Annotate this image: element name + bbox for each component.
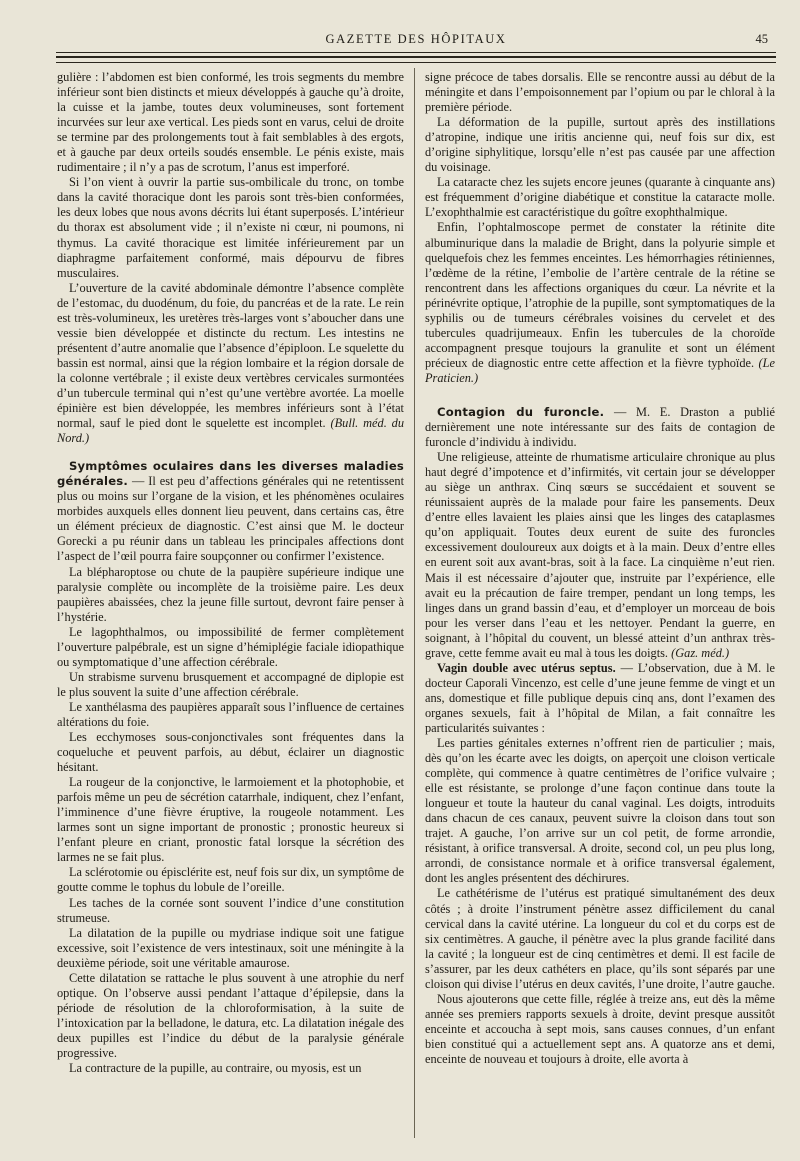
paragraph: Si l’on vient à ouvrir la partie sus-ombilicale du tronc, on tombe dans la cavité thoracique dont les parois sont très-bien conformées, les deux lobes que nous avons décrits lui étant superposés. L’intérieur du thorax est absolument vide ; il n’existe ni cœur, ni poumons, ni thymus. La cavité thoracique est limitée inférieurement par un diaphragme parfaitement conformé, mais dépourvu de fibres musculaires. (57, 175, 404, 280)
paragraph (425, 450, 775, 661)
source-citation: (Gaz. méd.) (671, 645, 730, 660)
page-number: 45 (755, 32, 768, 46)
header-rule-top (56, 52, 776, 53)
paragraph-text: — M. E. Draston a publié dernièrement une note intéressante sur des faits de contagion de furoncle d’individu à individu. (425, 404, 775, 450)
paragraph: La dilatation de la pupille ou mydriase indique soit une fatigue excessive, soit l’existence de vers intestinaux, soit une méningite à la deuxième période, soit une véritable amaurose. (57, 925, 404, 970)
paragraph-text: — L’observation, due à M. le docteur Caporali Vincenzo, est celle d’une jeune femme de vingt et un ans, domestique et fille publique depuis cinq ans, dont l’examen des organes sexuels, fait à l’hôpital de Milan, a fait connaître les particularités suivantes : (425, 660, 775, 735)
journal-title: GAZETTE DES HÔPITAUX (325, 32, 507, 46)
paragraph: Les parties génitales externes n’offrent rien de particulier ; mais, dès qu’on les écarte avec les doigts, on aperçoit une cloison verticale complète, qui commence à quatre centimètres de l’orifice vulvaire ; elle est résistante, se prolonge d’une façon continue dans toute la longueur et toute la hauteur du canal vaginal. Les doigts, introduits dans chacun de ces canaux, peuvent suivre la cloison dans tout son trajet. A gauche, l’on arrive sur un col petit, de forme arrondie, résistant, à orifice transversal. A droite, second col, un peu plus long, arrondi, de consistance normale et à orifice transversal également, dont les angles présentent des déchirures. (425, 736, 775, 886)
paragraph (425, 220, 775, 386)
paragraph: La cataracte chez les sujets encore jeunes (quarante à cinquante ans) est fréquemment d’origine diabétique et constitue la cataracte molle. L’exophthalmie est caractéristique du goître exophthalmique. (425, 175, 775, 220)
article-title: Vagin double avec utérus septus. (437, 660, 616, 675)
paragraph: La contracture de la pupille, au contraire, ou myosis, est un (69, 1061, 362, 1076)
paragraph-text: L’ouverture de la cavité abdominale démontre l’absence complète de l’estomac, du duodénum, du foie, du pancréas et de la rate. Le rein est très-volumineux, les uretères très-larges vont s’aboucher dans une vessie bien développée et distincte du rectum. Les intestins ne présentent d’autre anomalie que l’absence d’épiploon. Le squelette du bassin est normal, ainsi que la région lombaire et la région dorsale de la colonne vertébrale ; il existe deux vertèbres cervicales surmontées d’un tubercule terminal qui n’est qu’une vertèbre avortée. La moelle épinière est bien développée, les membres inférieurs sont à l’état normal, sauf le pied dont le squelette est incomplet. (57, 280, 404, 431)
paragraph: Nous ajouterons que cette fille, réglée à treize ans, eut dès la même année ses premiers rapports sexuels à droite, devint presque aussitôt enceinte et accoucha à sept mois, sans causes connues, d’un enfant bien constitué qui a actuellement sept ans. A quatorze ans et demi, enceinte de nouveau et toujours à droite, elle avorta à (425, 991, 775, 1066)
paragraph-text: Une religieuse, atteinte de rhumatisme articulaire chronique au plus haut degré d’impotence et d’infirmités, vit certain jour se développer au siège un anthrax. Cinq sœurs se succédaient et souvent se réunissaient auprès de la malade pour faire les pansements. Deux d’entre elles lavaient les plaies ainsi que les linges des cataplasmes qu’on appliquait. Toutes deux eurent de suite des furoncles excessivement douloureux aux doigts et à la main. Deux d’entre elles en eurent soit aux avant-bras, soit à la face. La cinquième n’eut rien. Mais il est nécessaire d’ajouter que, instruite par l’expérience, elle avait eu la précaution de faire tremper, pendant un long temps, les linges dans un grand bassin d’eau, et d’employer un morceau de bois pour les verser dans l’eau et les nettoyer. Pendant la guerre, en soignant, à l’hôpital du couvent, un blessé atteint d’un anthrax très-grave, cette femme avait eu mal à tous les doigts. (425, 450, 775, 660)
paragraph (57, 281, 404, 447)
article-heading-paragraph (57, 459, 404, 564)
paragraph: Le cathétérisme de l’utérus est pratiqué simultanément des deux côtés ; à droite l’instrument pénètre assez difficilement du canal cervical dans la cavité utérine. La longueur du col et du corps est de six centimètres. A gauche, il pénètre avec la plus grande facilité dans la cavité ; la longueur est de cinq centimètres et demi. Il est facile de s’assurer, par les deux cathéters en place, qu’ils sont séparés par une cloison qui divise l’utérus en deux cavités, l’une droite, l’autre gauche. (425, 886, 775, 991)
paragraph: Les ecchymoses sous-conjonctivales sont fréquentes dans la coqueluche et peuvent parfois, au début, éclairer un diagnostic hésitant. (57, 730, 404, 775)
article-heading-paragraph (425, 661, 775, 736)
column-divider (414, 68, 415, 1138)
header-rule-bottom (56, 62, 776, 63)
source-citation: (Le Praticien.) (425, 355, 775, 385)
paragraph: Le xanthélasma des paupières apparaît sous l’influence de certaines altérations du foie. (57, 699, 404, 729)
paragraph-text: Enfin, l’ophtalmoscope permet de constater la rétinite dite albuminurique dans la maladie de Bright, dans la polyurie simple et quelquefois chez les femmes enceintes. Les hémorrhagies rétiniennes, l’œdème de la rétine, l’embolie de l’artère centrale de la rétine se rencontrent dans les affections organiques du cœur. La névrite et la périnévrite optique, l’atrophie de la pupille, sont symptomatiques de la syphilis ou de tumeurs cérébrales voisines du cervelet et des tubercules quadrijumeaux. Enfin les tubercules de la choroïde accompagnent presque toujours la granulite et sont un élément précieux de diagnostic entre cette affection et la fièvre typhoïde. (425, 220, 775, 370)
paragraph: Les taches de la cornée sont souvent l’indice d’une constitution strumeuse. (57, 895, 404, 925)
paragraph: Cette dilatation se rattache le plus souvent à une atrophie du nerf optique. On l’observe aussi pendant l’attaque d’épilepsie, dans la période de résolution de la chloroformisation, à la suite de l’intoxication par la belladone, le datura, etc. La dilatation inégale des deux pupilles est l’indice du début de la paralysie générale progressive. (57, 970, 404, 1060)
paragraph: La sclérotomie ou épisclérite est, neuf fois sur dix, un symptôme de goutte comme le tophus du lobule de l’oreille. (57, 865, 404, 895)
paragraph: Le lagophthalmos, ou impossibilité de fermer complètement l’ouverture palpébrale, est un signe d’hémiplégie faciale idiopathique ou symptomatique d’une affection cérébrale. (57, 624, 404, 669)
page-header (56, 32, 776, 54)
article-heading-paragraph (425, 405, 775, 450)
article-title: Symptômes oculaires dans les diverses maladies générales. (57, 459, 404, 489)
header-rule-thick (56, 56, 776, 58)
paragraph: gulière : l’abdomen est bien conformé, les trois segments du membre inférieur sont bien distincts et mieux développés à gauche qu’à droite, la cuisse et la jambe, toutes deux volumineuses, sont fortement incurvées sur leur axe vertical. Les pieds sont en varus, celui de droite se termine par des prolongements tout à fait semblables à des ergots, et à gauche par deux orteils soudés ensemble. Le pénis existe, mais rudimentaire ; il n’y a pas de scrotum, l’anus est imperforé. (57, 70, 404, 175)
paragraph: La blépharoptose ou chute de la paupière supérieure indique une paralysie complète ou incomplète de la troisième paire. Les deux paupières abaissées, chez la jeune fille surtout, devront faire penser à l’hystérie. (57, 564, 404, 624)
article-title: Contagion du furoncle. (437, 404, 605, 419)
right-column (425, 70, 775, 1142)
left-column (57, 70, 404, 1142)
paragraph: La déformation de la pupille, surtout après des instillations d’atropine, indique une iritis ancienne qui, neuf fois sur dix, est d’origine siphylitique, lorsqu’elle n’est pas causée par une affection du voisinage. (425, 115, 775, 175)
paragraph: signe précoce de tabes dorsalis. Elle se rencontre aussi au début de la méningite et dans l’empoisonnement par l’opium ou par le chloral à la première période. (425, 70, 775, 115)
paragraph-text: — Il est peu d’affections générales qui ne retentissent plus ou moins sur l’organe de la vision, et les phénomènes oculaires morbides auxquels elles donnent lieu peuvent, dans certains cas, être un élément précieux de diagnostic. C’est ainsi que M. le docteur Gorecki a pu réunir dans un tableau les principales affections dont l’aspect de l’œil pourra faire soupçonner ou confirmer l’existence. (57, 474, 404, 564)
source-citation: (Bull. méd. du Nord.) (57, 416, 404, 446)
paragraph: La rougeur de la conjonctive, le larmoiement et la photophobie, et parfois même un peu de sécrétion catarrhale, indiquent, chez l’enfant, l’imminence d’une fièvre éruptive, la rougeole notamment. Les larmes sont un signe important de pronostic ; pronostic heureux si l’enfant pleure en criant, pronostic fatal lorsque la sécrétion des larmes ne se fait plus. (57, 775, 404, 865)
paragraph: Un strabisme survenu brusquement et accompagné de diplopie est le plus souvent la suite d’une affection cérébrale. (57, 669, 404, 699)
